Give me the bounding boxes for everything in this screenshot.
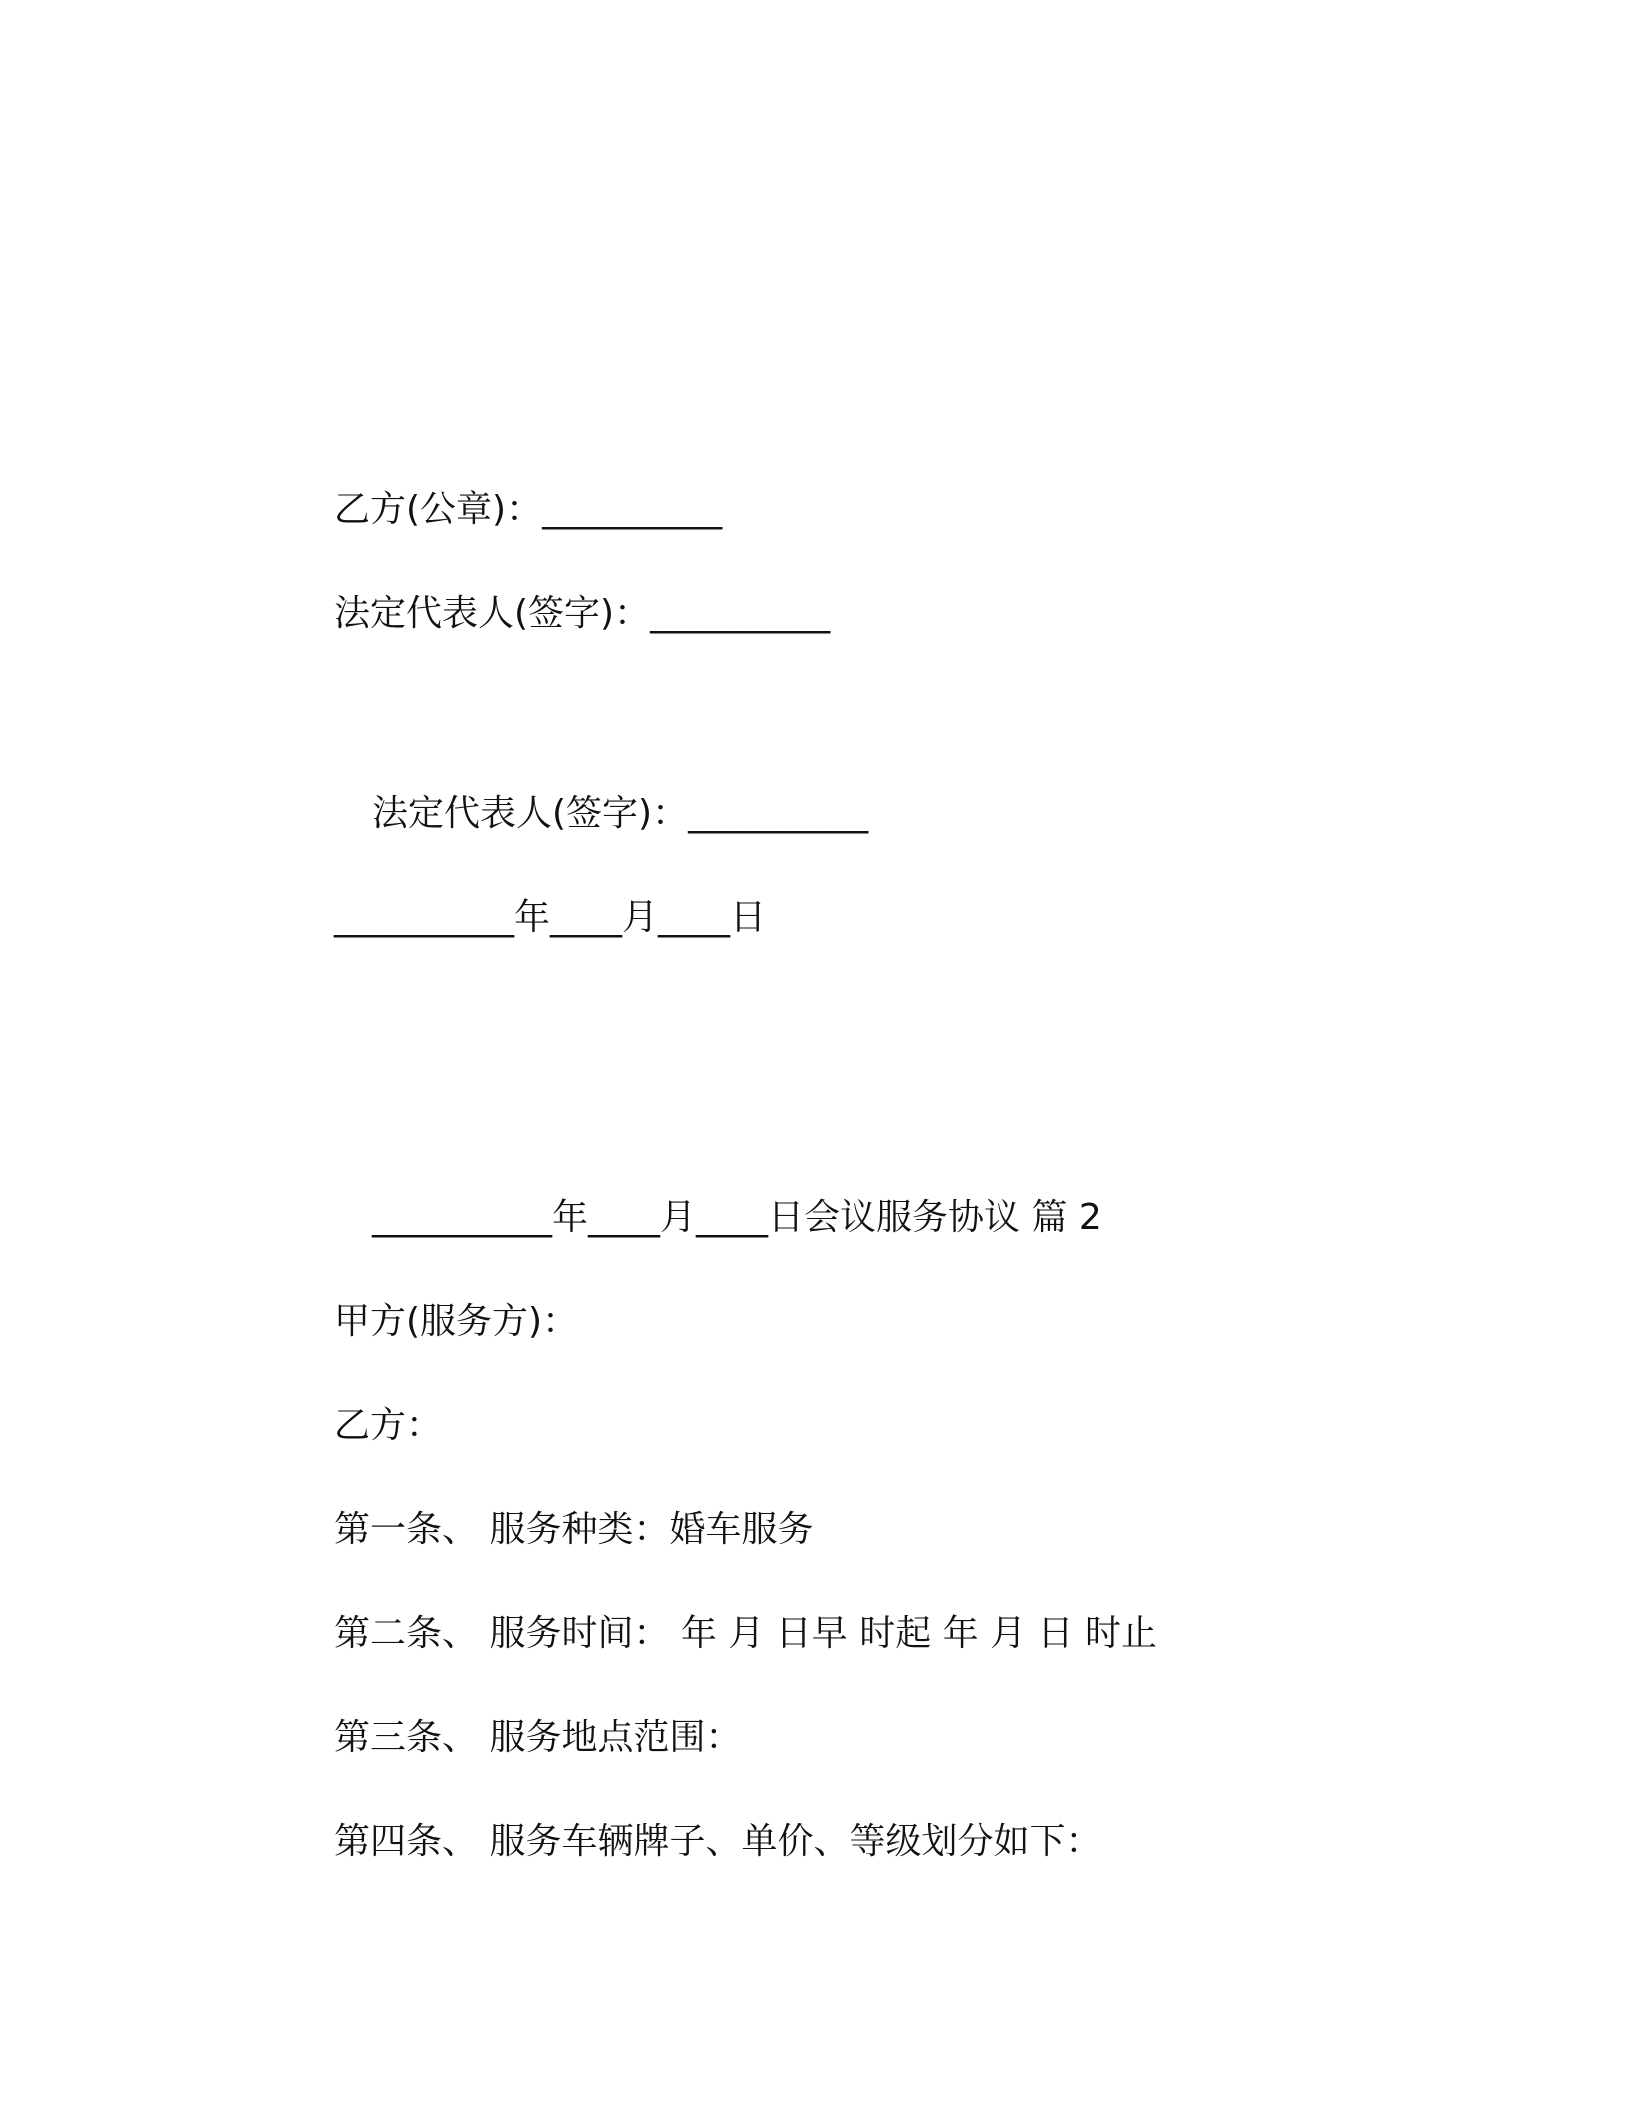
article-2-line: 第二条、 服务时间： 年 月 日早 时起 年 月 日 时止 [334,1613,1157,1654]
agreement-title-line: __________年____月____日会议服务协议 篇 2 [372,1197,1102,1238]
date-line: __________年____月____日 [334,897,766,938]
legal-representative-signature-line-2: 法定代表人(签字)：__________ [372,793,869,834]
article-3-line: 第三条、 服务地点范围： [334,1717,742,1758]
article-4-line: 第四条、 服务车辆牌子、单价、等级划分如下： [334,1821,1102,1862]
party-a-line: 甲方(服务方)： [334,1301,579,1342]
legal-representative-signature-line: 法定代表人(签字)：__________ [334,593,831,634]
article-1-line: 第一条、 服务种类：婚车服务 [334,1509,814,1550]
party-b-line: 乙方： [334,1405,443,1446]
party-b-seal-line: 乙方(公章)：__________ [334,489,723,530]
